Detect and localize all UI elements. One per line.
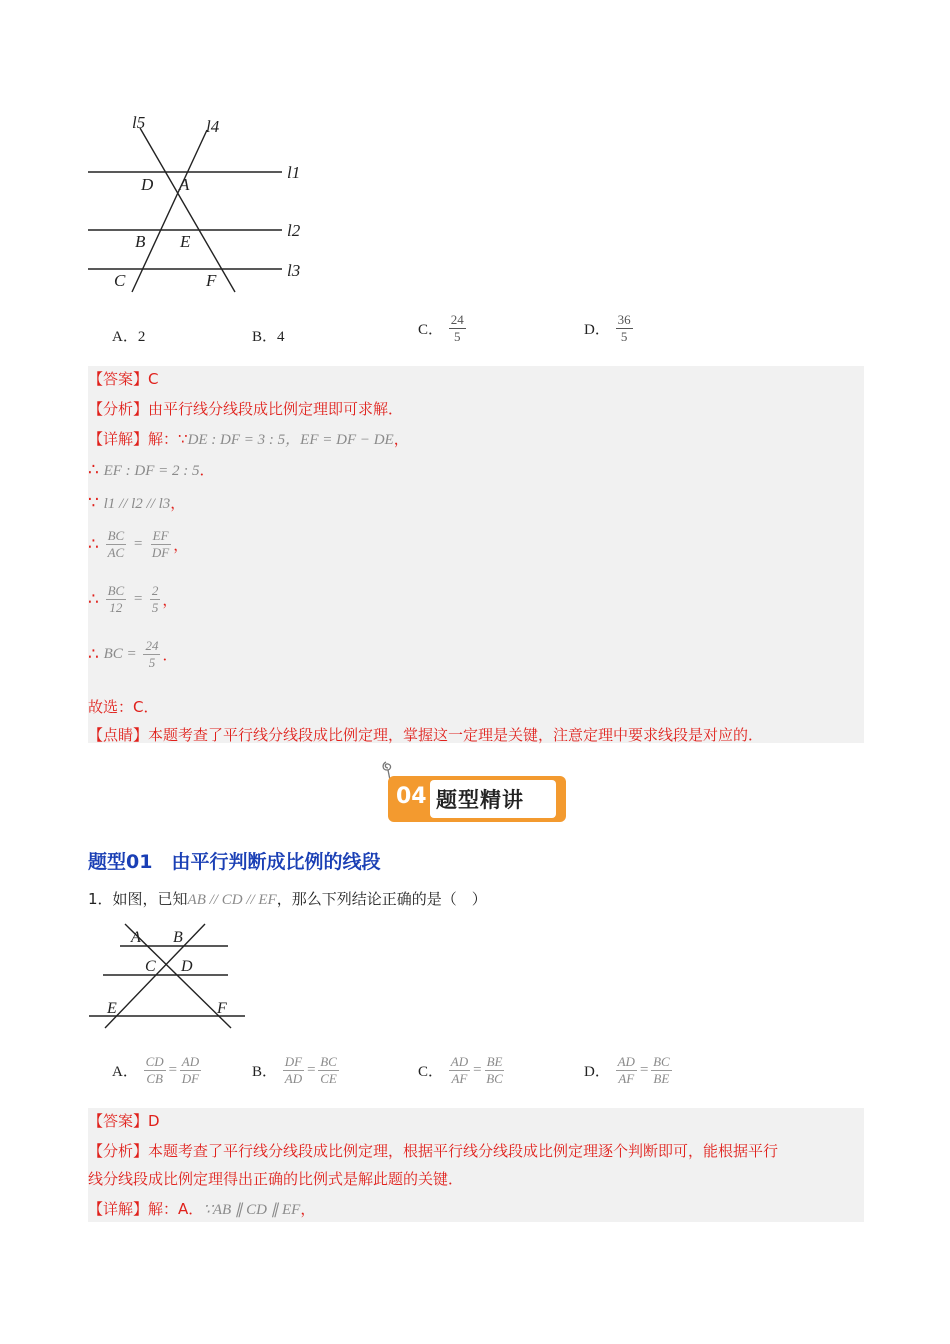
detail-line: 【详解】解：A．∵AB ∥ CD ∥ EF， [88, 1200, 316, 1218]
step-5: ∴ $\frac{BC}{12}$ = $\frac{2}{5}$ ， [88, 583, 178, 615]
label-A: A [179, 175, 190, 194]
section-title: 题型01 由平行判断成比例的线段 [88, 851, 381, 873]
label-E: E [180, 232, 191, 251]
parallel-lines-figure-2 [85, 920, 255, 1030]
option-a: A．2 [112, 329, 146, 345]
q1-option-a: A． $\frac{CD}{CB}$ = $\frac{AD}{DF}$ [112, 1054, 200, 1086]
q1-option-c: C． $\frac{AD}{AF}$ = $\frac{BE}{BC}$ [418, 1054, 503, 1086]
label-C: C [145, 958, 156, 975]
label-E: E [107, 1000, 117, 1017]
label-F: F [217, 1000, 227, 1017]
label-D: D [181, 958, 193, 975]
answer-box-1 [88, 366, 864, 743]
step-4: ∴ $\frac{BC}{AC}$ = $\frac{EF}{DF}$ ， [88, 528, 189, 560]
analysis-line-1: 【分析】本题考查了平行线分线段成比例定理，根据平行线分线段成比例定理逐个判断即可，能根据平行 [88, 1142, 779, 1160]
label-F: F [206, 271, 217, 290]
analysis-line-2: 线分线段成比例定理得出正确的比例式是解此题的关键． [88, 1170, 464, 1188]
step-3: ∵ l1 // l2 // l3， [88, 493, 186, 513]
step-6: ∴ BC = $\frac{24}{5}$ ． [88, 638, 178, 670]
label-B: B [135, 232, 146, 251]
line-l4 [132, 130, 207, 292]
comment-line: 【点睛】本题考查了平行线分线段成比例定理，掌握这一定理是关键，注意定理中要求线段是对应的． [88, 726, 764, 744]
line-be [105, 924, 205, 1028]
option-c: C． $\frac{24}{5}$ [418, 312, 464, 344]
label-l3: l3 [287, 261, 301, 280]
section-badge [388, 776, 566, 822]
label-l4: l4 [206, 117, 220, 136]
label-D: D [141, 175, 154, 194]
answer-line: 【答案】C [88, 370, 159, 388]
analysis-line: 【分析】由平行线分线段成比例定理即可求解． [88, 400, 404, 418]
parallel-lines-figure-1 [80, 110, 320, 300]
choice-line: 故选：C． [88, 698, 159, 716]
q1-option-b: B． $\frac{DF}{AD}$ = $\frac{BC}{CE}$ [252, 1054, 337, 1086]
label-l2: l2 [287, 221, 301, 240]
label-C: C [114, 271, 126, 290]
badge-number: 04 [396, 784, 427, 809]
label-l5: l5 [132, 113, 146, 132]
answer-box-2 [88, 1108, 864, 1222]
answer-line: 【答案】D [88, 1112, 160, 1130]
option-b: B．4 [252, 329, 285, 345]
detail-line: 【详解】解：∵DE : DF = 3 : 5，EF = DF − DE， [88, 430, 409, 448]
line-l5 [140, 128, 235, 292]
label-B: B [173, 929, 183, 946]
question-1-stem: 1．如图，已知AB // CD // EF，那么下列结论正确的是（ ） [88, 890, 487, 908]
q1-option-d: D． $\frac{AD}{AF}$ = $\frac{BC}{BE}$ [584, 1054, 670, 1086]
step-2: ∴ EF : DF = 2 : 5． [88, 460, 215, 480]
badge-text: 题型精讲 [436, 788, 524, 812]
label-A: A [131, 929, 141, 946]
option-d: D． $\frac{36}{5}$ [584, 312, 631, 344]
label-l1: l1 [287, 163, 301, 182]
